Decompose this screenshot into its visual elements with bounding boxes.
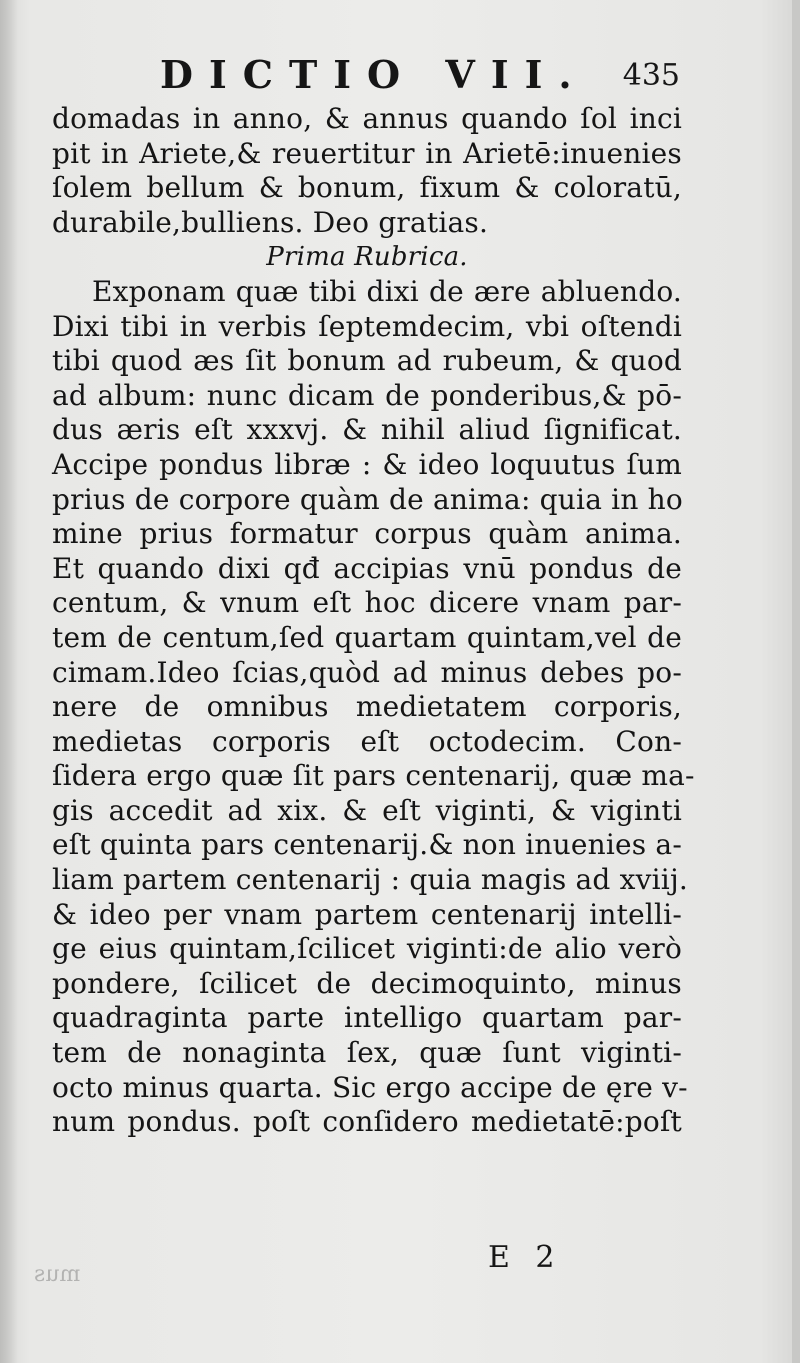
text-line: prius de corpore quàm de anima: quia in ho bbox=[52, 482, 683, 516]
text-line: dus æris eſt xxxvj. & nihil aliud ſignificat. bbox=[52, 413, 682, 447]
page-edge bbox=[792, 0, 800, 1363]
text-line: centum, & vnum eſt hoc dicere vnam par- bbox=[52, 586, 682, 620]
text-line: mine prius formatur corpus quàm anima. bbox=[52, 517, 682, 551]
text-line: octo minus quarta. Sic ergo accipe de ęre v- bbox=[52, 1070, 688, 1104]
text-line: liam partem centenarij : quia magis ad xviij. bbox=[52, 863, 688, 897]
text-line: gis accedit ad xix. & eſt viginti, & viginti bbox=[52, 793, 682, 827]
page-number: 435 bbox=[622, 58, 680, 93]
text-line: ad album: nunc dicam de ponderibus,& pō- bbox=[52, 378, 682, 412]
text-line: Et quando dixi qđ accipias vnū pondus de bbox=[52, 551, 682, 585]
text-line: Dixi tibi in verbis ſeptemdecim, vbi oſtendi bbox=[52, 309, 682, 343]
page-header bbox=[160, 52, 680, 100]
text-line: tem de centum,ſed quartam quintam,vel de bbox=[52, 620, 682, 654]
text-line: medietas corporis eſt octodecim. Con- bbox=[52, 724, 682, 758]
text-line: & ideo per vnam partem centenarij intelli- bbox=[52, 897, 682, 931]
text-line: tibi quod æs ſit bonum ad rubeum, & quod bbox=[52, 344, 682, 378]
text-line: pit in Ariete,& reuertitur in Arietē:inuenies bbox=[52, 136, 682, 170]
rubric-heading: Prima Rubrica. bbox=[266, 242, 468, 273]
bleed-through-text: mus bbox=[34, 1262, 81, 1287]
running-title: DICTIO VII. bbox=[160, 52, 588, 97]
text-line: domadas in anno, & annus quando ſol inci bbox=[52, 102, 682, 135]
text-line: nere de omnibus medietatem corporis, bbox=[52, 690, 682, 724]
page-gutter-shadow bbox=[0, 0, 18, 1363]
text-line: ge eius quintam,ſcilicet viginti:de alio verò bbox=[52, 932, 682, 966]
text-line: tem de nonaginta ſex, quæ ſunt viginti- bbox=[52, 1036, 682, 1070]
text-line: ſolem bellum & bonum, fixum & coloratū, bbox=[52, 171, 682, 205]
text-line: pondere, ſcilicet de decimoquinto, minus bbox=[52, 966, 682, 1000]
text-line: quadraginta parte intelligo quartam par- bbox=[52, 1001, 682, 1035]
body-text bbox=[52, 102, 695, 1140]
text-line: num pondus. poſt conſidero medietatē:poſt bbox=[52, 1105, 682, 1139]
text-line: Accipe pondus libræ : & ideo loquutus ſum bbox=[52, 447, 682, 481]
text-line: cimam.Ideo ſcias,quòd ad minus debes po- bbox=[52, 655, 682, 689]
text-line: Exponam quæ tibi dixi de ære abluendo. bbox=[92, 274, 682, 308]
text-line: ſidera ergo quæ ſit pars centenarij, quæ ma- bbox=[52, 759, 695, 793]
text-line: durabile,bulliens. Deo gratias. bbox=[52, 205, 489, 239]
text-line: eſt quinta pars centenarij.& non inuenies a- bbox=[52, 828, 682, 862]
signature-mark: E 2 bbox=[488, 1240, 563, 1275]
